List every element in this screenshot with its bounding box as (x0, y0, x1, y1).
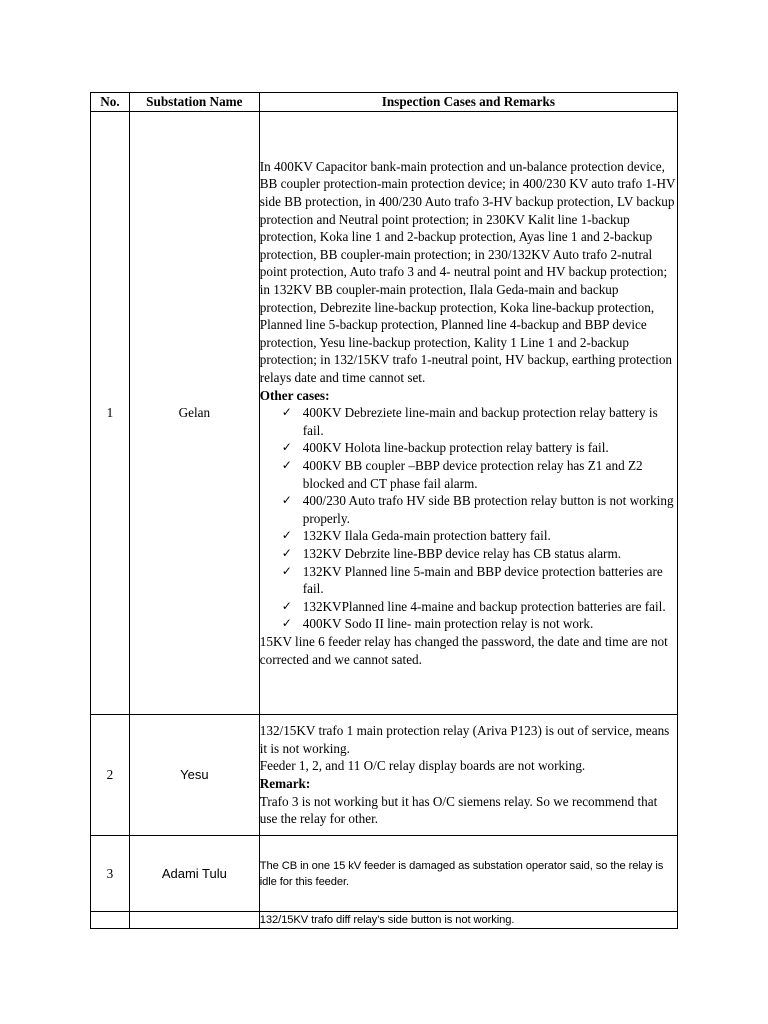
list-item-text: 400KV Sodo II line- main protection relay is not work. (302, 616, 594, 632)
remark-text: 132/15KV trafo diff relay’s side button is not working. (259, 914, 515, 926)
inspection-remarks (259, 836, 677, 912)
header-substation-name: Substation Name (129, 93, 259, 112)
inspection-remarks (259, 112, 677, 715)
list-item-text: 132KVPlanned line 4-maine and backup protection batteries are fail. (302, 598, 666, 614)
header-no: No. (91, 93, 130, 112)
list-item (282, 598, 677, 616)
table-row (91, 715, 678, 836)
check-mark-icon: ✓ (281, 563, 292, 578)
inspection-table (90, 92, 678, 929)
inspection-remarks (259, 715, 677, 836)
other-cases-heading: Other cases: (259, 387, 330, 403)
list-item-text: 400KV Holota line-backup protection relay battery is fail. (302, 440, 609, 456)
check-mark-icon: ✓ (281, 528, 292, 543)
list-item (282, 492, 677, 527)
substation-name: Gelan (129, 112, 259, 715)
list-item-text: 132KV Planned line 5-main and BBP device protection batteries are fail. (302, 563, 663, 597)
remark-text: Trafo 3 is not working but it has O/C siemens relay. So we recommend that use the relay for other. (259, 793, 658, 827)
substation-name (129, 912, 259, 929)
row-number: 2 (91, 715, 130, 836)
check-mark-icon: ✓ (281, 457, 292, 472)
list-item (282, 439, 677, 457)
list-item (282, 615, 677, 633)
table-row (91, 836, 678, 912)
list-item (282, 404, 677, 439)
table-row (91, 112, 678, 715)
other-cases-list (260, 404, 677, 633)
row-number: 3 (91, 836, 130, 912)
substation-name: Adami Tulu (129, 836, 259, 912)
list-item-text: 400/230 Auto trafo HV side BB protection relay button is not working properly. (302, 493, 674, 526)
check-mark-icon: ✓ (281, 440, 292, 455)
list-item (282, 545, 677, 563)
list-item (282, 457, 677, 492)
remark-line: Feeder 1, 2, and 11 O/C relay display boards are not working. (259, 758, 586, 774)
list-item-text: 400KV Debreziete line-main and backup protection relay battery is fail. (302, 405, 658, 438)
list-item (282, 563, 677, 598)
check-mark-icon: ✓ (281, 405, 292, 420)
check-mark-icon: ✓ (281, 545, 292, 560)
row-number (91, 912, 130, 929)
check-mark-icon: ✓ (281, 616, 292, 631)
header-row (91, 93, 678, 112)
remark-heading: Remark: (259, 776, 311, 791)
list-item (282, 527, 677, 545)
check-mark-icon: ✓ (281, 493, 292, 508)
table-row (91, 912, 678, 929)
tail-text: 15KV line 6 feeder relay has changed the password, the date and time are not corrected and we cannot sated. (259, 633, 668, 667)
list-item-text: 132KV Debrzite line-BBP device relay has CB status alarm. (302, 545, 622, 561)
list-item-text: 400KV BB coupler –BBP device protection relay has Z1 and Z2 blocked and CT phase fail alarm. (302, 457, 643, 491)
header-inspection-cases: Inspection Cases and Remarks (259, 93, 677, 112)
list-item-text: 132KV Ilala Geda-main protection battery fail. (302, 528, 551, 544)
remark-line: 132/15KV trafo 1 main protection relay (Ariva P123) is out of service, means it is not working. (259, 723, 670, 756)
remark-text: The CB in one 15 kV feeder is damaged as substation operator said, so the relay is idle for this feeder. (259, 859, 664, 888)
substation-name: Yesu (129, 715, 259, 836)
check-mark-icon: ✓ (281, 598, 292, 613)
row-number: 1 (91, 112, 130, 715)
main-text: In 400KV Capacitor bank-main protection and un-balance protection device, BB coupler protection-main protection device; in 400/230 KV auto trafo 1-HV side BB protection, in 400/230 Auto trafo 3-HV backup protection, LV backup protection and Neutral point protection; in 230KV Kalit line 1-backup protection, Koka line 1 and 2-backup protection, Ayas line 1 and 2-backup protection, BB coupler-main protection; in 230/132KV Auto trafo 2-nutral point protection, Auto trafo 3 and 4- neutral point and HV backup protection; in 132KV BB coupler-main protection, Ilala Geda-main and backup protection, Debrezite line-backup protection, Koka line-backup protection, Planned line 5-backup protection, Planned line 4-backup and BBP device protection, Yesu line-backup protection, Kality 1 Line 1 and 2-backup protection; in 132/15KV trafo 1-neutral point, HV backup, earthing protection relays date and time cannot set. (259, 158, 676, 386)
inspection-remarks (259, 912, 677, 929)
